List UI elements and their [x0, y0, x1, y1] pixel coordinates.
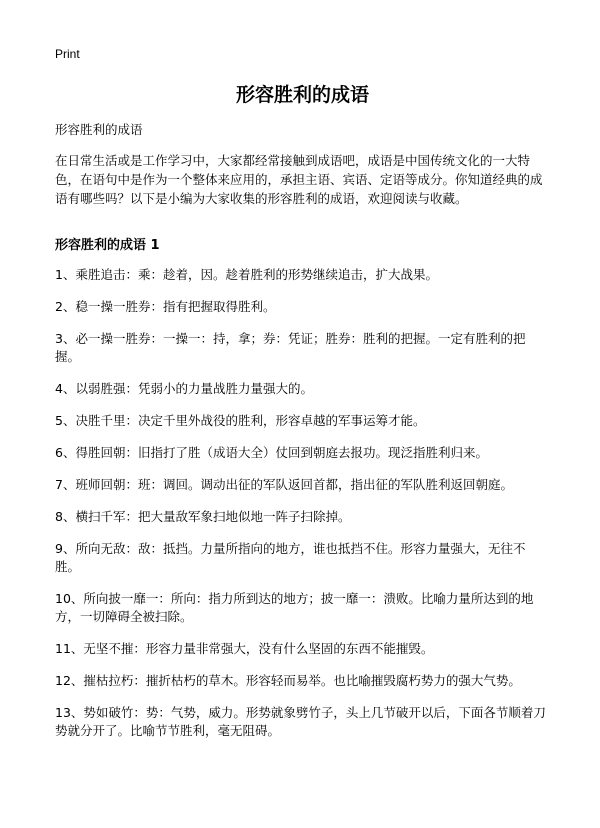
section-heading: 形容胜利的成语 1 [55, 238, 160, 253]
list-item: 9、所向无敌：敌：抵挡。力量所指向的地方，谁也抵挡不住。形容力量强大，无往不胜。 [55, 541, 526, 574]
list-item: 12、摧枯拉朽：摧折枯朽的草木。形容轻而易举。也比喻摧毁腐朽势力的强大气势。 [55, 673, 521, 688]
page-title: 形容胜利的成语 [235, 84, 369, 106]
list-item: 8、横扫千军：把大量敌军象扫地似地一阵子扫除掉。 [55, 509, 351, 524]
list-item: 1、乘胜追击：乘：趁着，因。趁着胜利的形势继续追击，扩大战果。 [55, 267, 438, 282]
list-item: 6、得胜回朝：旧指打了胜（成语大全）仗回到朝庭去报功。现泛指胜利归来。 [55, 445, 488, 460]
subtitle: 形容胜利的成语 [55, 122, 143, 137]
idiom-list [55, 266, 550, 754]
intro-paragraph: 在日常生活或是工作学习中，大家都经常接触到成语吧，成语是中国传统文化的一大特色，在语句中是作为一个整体来应用的，承担主语、宾语、定语等成分。你知道经典的成语有哪些吗？以下是小编为大家收集的形容胜利的成语，欢迎阅读与收藏。 [55, 153, 543, 206]
list-item: 5、决胜千里：决定千里外战役的胜利，形容卓越的军事运筹才能。 [55, 413, 426, 428]
print-link[interactable]: Print [55, 47, 80, 61]
list-item: 7、班师回朝：班：调回。调动出征的军队返回首都，指出征的军队胜利返回朝庭。 [55, 477, 513, 492]
list-item: 10、所向披一靡一：所向：指力所到达的地方；披一靡一：溃败。比喻力量所达到的地方，一切障碍全被扫除。 [55, 591, 534, 624]
list-item: 11、无坚不摧：形容力量非常强大，没有什么坚固的东西不能摧毁。 [55, 641, 434, 656]
list-item: 13、势如破竹：势：气势，威力。形势就象劈竹子，头上几节破开以后，下面各节顺着刀势就分开了。比喻节节胜利，毫无阻碍。 [55, 705, 546, 738]
list-item: 4、以弱胜强：凭弱小的力量战胜力量强大的。 [55, 381, 313, 396]
list-item: 2、稳一操一胜券：指有把握取得胜利。 [55, 299, 276, 314]
list-item: 3、必一操一胜券：一操一：持，拿；券：凭证；胜券：胜利的把握。一定有胜利的把握。 [55, 331, 526, 364]
